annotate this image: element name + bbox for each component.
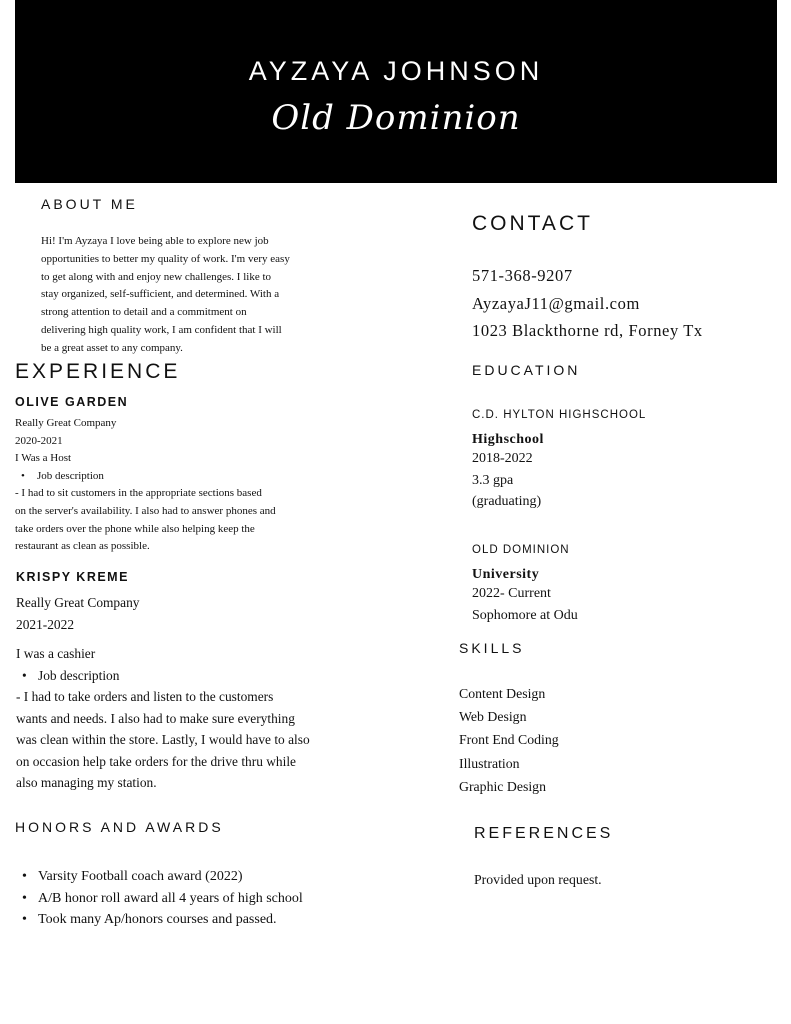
header-subtitle: Old Dominion — [271, 98, 521, 138]
about-line: opportunities to better my quality of work. I'm very easy — [41, 252, 290, 265]
about-line: to get along with and enjoy new challenges. I like to — [41, 270, 272, 283]
contact-email: AyzayaJ11@gmail.com — [472, 294, 640, 313]
skill-item: Graphic Design — [459, 779, 546, 794]
job-desc-line: also managing my station. — [16, 775, 157, 790]
about-line: strong attention to detail and a commitment on — [41, 306, 247, 319]
honors-title: HONORS AND AWARDS — [15, 819, 224, 835]
job-name: KRISPY KREME — [16, 570, 129, 584]
job-desc-line: on occasion help take orders for the drive thru while — [16, 753, 296, 769]
references-title: REFERENCES — [474, 825, 614, 842]
skill-item: Web Design — [459, 709, 527, 724]
experience-title: EXPERIENCE — [15, 360, 181, 383]
skills-title: SKILLS — [459, 640, 525, 656]
education-school: C.D. HYLTON HIGHSCHOOL — [472, 409, 647, 421]
job-company: Really Great Company — [15, 417, 117, 429]
about-line: stay organized, self-sufficient, and determined. With a — [41, 288, 280, 301]
job-desc-line: take orders over the phone while also helping keep the — [15, 522, 255, 535]
job-bullets — [16, 665, 386, 687]
skill-item: Illustration — [459, 756, 520, 771]
education-level: University — [472, 567, 540, 582]
skill-item: Content Design — [459, 686, 546, 701]
job-details — [15, 415, 345, 556]
job-role: I was a cashier — [16, 646, 96, 661]
about-title: ABOUT ME — [41, 196, 138, 212]
about-text — [41, 233, 371, 358]
education-line: Sophomore at Odu — [472, 607, 578, 623]
education-entry — [472, 567, 578, 626]
education-level: Highschool — [472, 432, 544, 447]
education-title: EDUCATION — [472, 362, 581, 378]
job-desc-line: - I had to sit customers in the appropriate sections based — [15, 487, 262, 500]
contact-title: CONTACT — [472, 212, 593, 235]
honor-item: • Varsity Football coach award (2022) — [16, 866, 303, 888]
job-years: 2021-2022 — [16, 616, 75, 632]
education-school: OLD DOMINION — [472, 544, 570, 556]
education-line: (graduating) — [472, 494, 542, 509]
job-name: OLIVE GARDEN — [15, 395, 129, 409]
job-bullet: • Job description — [15, 468, 345, 486]
job-desc-line: was clean within the store. Lastly, I would have to also — [16, 732, 310, 747]
job-role: I Was a Host — [15, 452, 72, 465]
about-line: delivering high quality work, I am confident that I will — [41, 323, 282, 336]
skill-item: Front End Coding — [459, 732, 559, 747]
contact-address: 1023 Blackthorne rd, Forney Tx — [472, 321, 703, 340]
job-bullet: • Job description — [16, 665, 386, 687]
job-company: Really Great Company — [16, 595, 140, 610]
honor-item: • Took many Ap/honors courses and passed. — [16, 909, 303, 931]
job-desc-line: wants and needs. I also had to make sure everything — [16, 710, 295, 726]
education-line: 2022- Current — [472, 586, 551, 601]
about-line: Hi! I'm Ayzaya I love being able to explore new job — [41, 235, 269, 247]
contact-phone: 571-368-9207 — [472, 266, 573, 285]
job-years: 2020-2021 — [15, 434, 63, 447]
education-line: 3.3 gpa — [472, 472, 514, 488]
education-line: 2018-2022 — [472, 451, 533, 466]
honors-list — [16, 866, 303, 931]
header-banner — [15, 0, 777, 183]
honor-item: • A/B honor roll award all 4 years of high school — [16, 888, 303, 910]
job-details — [16, 592, 386, 794]
job-desc-line: restaurant as clean as possible. — [15, 540, 150, 553]
job-desc-line: - I had to take orders and listen to the customers — [16, 689, 274, 704]
full-name: AYZAYA JOHNSON — [248, 56, 544, 86]
references-text: Provided upon request. — [474, 872, 602, 887]
about-line: be a great asset to any company. — [41, 341, 183, 354]
education-entry — [472, 432, 544, 513]
job-bullets — [15, 468, 345, 486]
job-desc-line: on the server's availability. I also had to answer phones and — [15, 504, 276, 517]
